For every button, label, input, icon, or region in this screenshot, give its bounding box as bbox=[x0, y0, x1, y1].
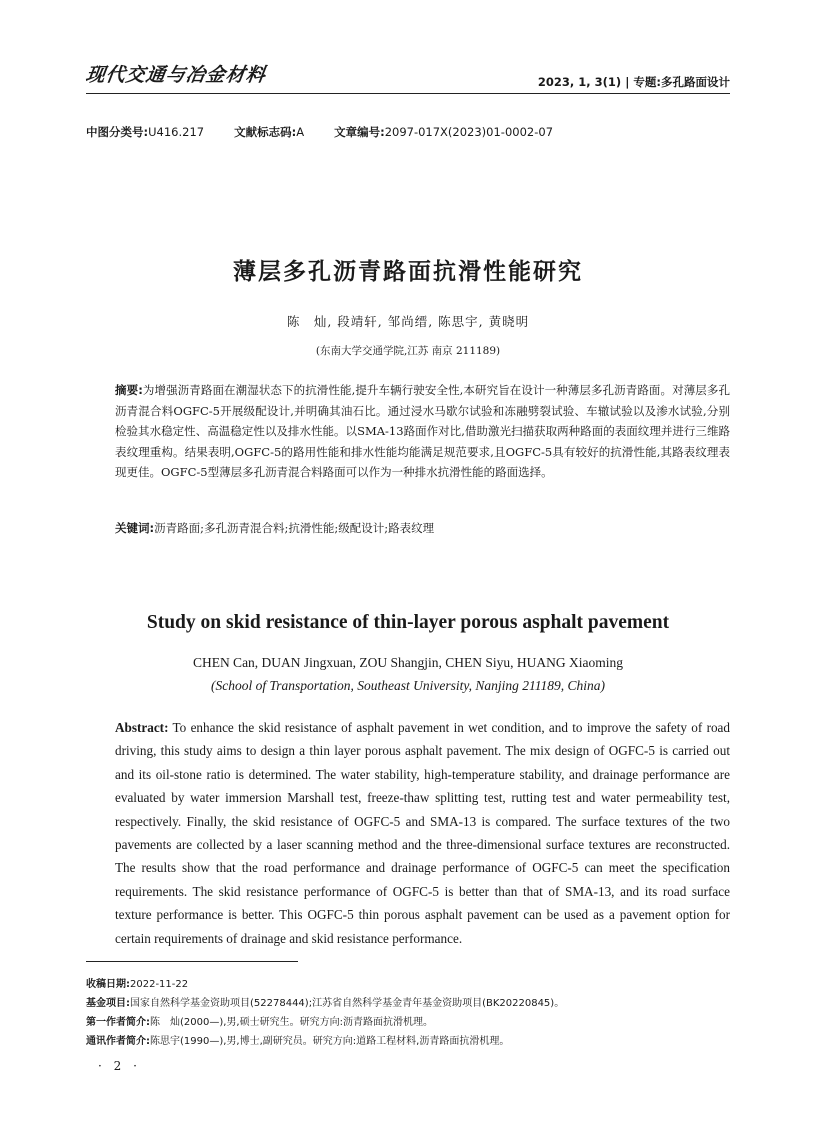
footnote-received bbox=[86, 975, 188, 990]
keywords-cn-text: 沥青路面;多孔沥青混合料;抗滑性能;级配设计;路表纹理 bbox=[154, 521, 435, 535]
corresponding-label: 通讯作者简介: bbox=[86, 1036, 150, 1047]
clc-value: U416.217 bbox=[148, 125, 205, 139]
affiliation-en bbox=[0, 678, 816, 694]
keywords-cn-label: 关键词: bbox=[115, 521, 155, 535]
first-author-label: 第一作者简介: bbox=[86, 1017, 150, 1028]
classification-line bbox=[86, 124, 553, 140]
abstract-cn bbox=[115, 380, 730, 483]
abstract-cn-label: 摘要: bbox=[115, 383, 143, 397]
affiliation-cn: (东南大学交通学院,江苏 南京 211189) bbox=[315, 345, 501, 357]
keywords-cn bbox=[115, 520, 730, 536]
fund-value: 国家自然科学基金资助项目(52278444);江苏省自然科学基金青年基金资助项目(BK20220845)。 bbox=[130, 998, 565, 1009]
corresponding-value: 陈思宇(1990—),男,博士,副研究员。研究方向:道路工程材料,沥青路面抗滑机理。 bbox=[150, 1036, 510, 1047]
footnote-divider bbox=[86, 961, 298, 962]
issue-info: 2023, 1, 3(1) | 专题:多孔路面设计 bbox=[537, 75, 730, 89]
first-author-value: 陈 灿(2000—),男,硕士研究生。研究方向:沥青路面抗滑机理。 bbox=[150, 1017, 433, 1028]
affiliation-en-text: (School of Transportation, Southeast University, Nanjing 211189, China) bbox=[210, 678, 605, 693]
page-number: · 2 · bbox=[98, 1059, 141, 1073]
authors-cn: 陈 灿, 段靖轩, 邹尚缙, 陈思宇, 黄晓明 bbox=[286, 314, 530, 329]
abstract-en-text: To enhance the skid resistance of asphalt pavement in wet condition, and to improve the safety of road driving, this study aims to design a thin layer porous asphalt pavement. The mix design of OGFC-5 is carried out and its oil-stone ratio is determined. The water stability, high-temperature stability, and drainage performance are evaluated by water immersion Marshall test, freeze-thaw splitting test, rutting test and water permeability test, respectively. Finally, the skid resistance of OGFC-5 and SMA-13 is compared. The surface textures of the two pavements are collected by a laser scanning method and the three-dimensional surface textures are reconstructed. The results show that the road performance and drainage performance of OGFC-5 can meet the specification requirements. The skid resistance performance of OGFC-5 is better than that of SMA-13, and its road surface texture performance is better. This OGFC-5 thin porous asphalt pavement can be used as a pavement option for certain requirements of drainage and skid resistance performance. bbox=[115, 720, 731, 946]
paper-title-en: Study on skid resistance of thin-layer porous asphalt pavement bbox=[146, 612, 670, 633]
abstract-cn-text: 为增强沥青路面在潮湿状态下的抗滑性能,提升车辆行驶安全性,本研究旨在设计一种薄层多孔沥青路面。对薄层多孔沥青混合料OGFC-5开展级配设计,并明确其油石比。通过浸水马歇尔试验和冻融劈裂试验、车辙试验以及渗水试验,分别检验其水稳定性、高温稳定性以及排水性能。以SMA-13路面作对比,借助激光扫描获取两种路面的表面纹理并进行三维路表纹理重构。结果表明,OGFC-5的路用性能和排水性能均能满足规范要求,且OGFC-5具有较好的抗滑性能,其路表纹理表现更佳。OGFC-5型薄层多孔沥青混合料路面可以作为一种排水抗滑性能的路面选择。 bbox=[115, 383, 730, 479]
doc-code-label: 文献标志码: bbox=[234, 125, 297, 139]
received-value: 2022-11-22 bbox=[130, 979, 189, 990]
received-label: 收稿日期: bbox=[86, 979, 130, 990]
authors-en: CHEN Can, DUAN Jingxuan, ZOU Shangjin, CHEN Siyu, HUANG Xiaoming bbox=[192, 655, 624, 670]
fund-label: 基金项目: bbox=[86, 998, 130, 1009]
clc-label: 中图分类号: bbox=[86, 125, 149, 139]
paper-title-cn: 薄层多孔沥青路面抗滑性能研究 bbox=[233, 259, 583, 285]
footnote-first-author bbox=[86, 1013, 433, 1028]
header-divider bbox=[86, 93, 730, 94]
article-no-value: 2097-017X(2023)01-0002-07 bbox=[384, 125, 554, 139]
article-no-label: 文章编号: bbox=[334, 125, 385, 139]
doc-code-value: A bbox=[296, 125, 305, 139]
abstract-en-label: Abstract: bbox=[115, 720, 169, 735]
footnote-fund bbox=[86, 994, 564, 1009]
footnote-corresponding-author bbox=[86, 1032, 509, 1047]
journal-logo: 现代交通与冶金材料 bbox=[84, 64, 268, 86]
abstract-en bbox=[115, 716, 730, 950]
